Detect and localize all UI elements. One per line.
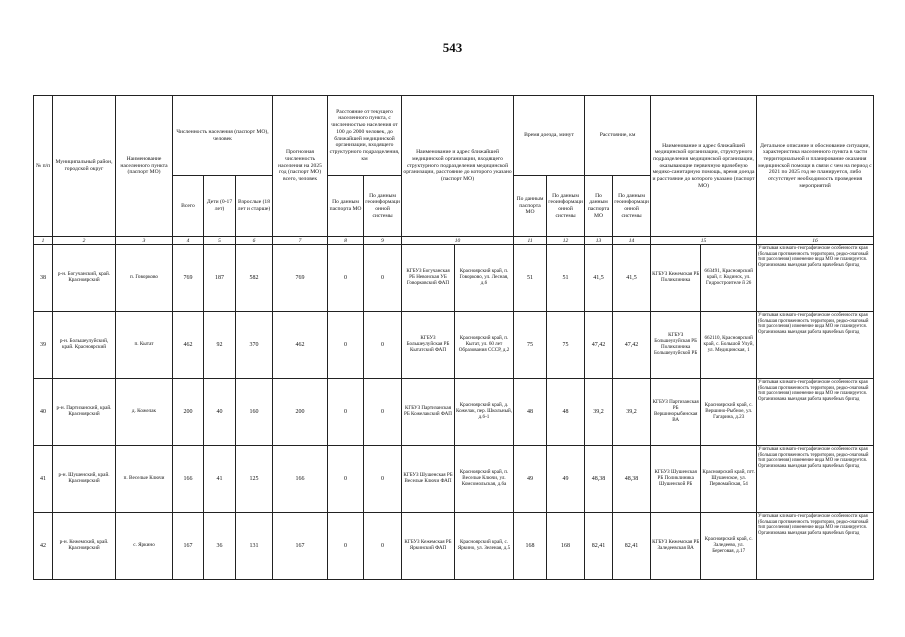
- km-gis: 47,42: [613, 312, 651, 379]
- column-number: 4: [173, 237, 204, 245]
- district: р-н. Партизанский, край. Красноярский: [53, 379, 116, 446]
- header-population-group: Численность населения (паспорт МО), человек: [173, 96, 273, 176]
- nearest-org-address: Красноярский край, п. Кытат, ул. 60 лет Образования СССР, д.2: [458, 335, 510, 353]
- time-gis: 49: [547, 446, 585, 513]
- settlement: с. Яркино: [116, 513, 173, 580]
- header-km-mo: По данным паспорта МО: [585, 176, 613, 237]
- time-gis: 48: [547, 379, 585, 446]
- primary-org: [651, 312, 757, 379]
- page-number: 543: [442, 40, 463, 55]
- header-distance2-group: Расстояние, км: [585, 96, 651, 176]
- distance-mo: 0: [328, 312, 364, 379]
- header-distance-group: Расстояние от текущего населенного пункта, с численностью населения от 100 до 2000 человек, до ближайшей медицинской организации, входящего структурного подразделения, км: [328, 96, 402, 176]
- distance-mo: 0: [328, 446, 364, 513]
- column-number: 2: [53, 237, 116, 245]
- header-children: Дети (0-17 лет): [204, 176, 236, 237]
- distance-mo: 0: [328, 379, 364, 446]
- header-forecast: Прогнозная численность населения на 2025 год (паспорт МО) всего, человек: [273, 96, 328, 237]
- primary-org-name: КГБУЗ Большеулуйская РБ Поликлиника Большеулуйской РБ: [651, 312, 701, 378]
- row-number: 39: [34, 312, 53, 379]
- population-adults: 582: [236, 245, 273, 312]
- primary-org-name: КГБУЗ Партизанская РБ Вершинорыбинская ВА: [651, 379, 701, 445]
- header-km-gis: По данным геоинформационной системы: [613, 176, 651, 237]
- row-number: 42: [34, 513, 53, 580]
- column-number: 9: [364, 237, 402, 245]
- population-children: 41: [204, 446, 236, 513]
- table-row: [34, 245, 874, 312]
- time-mo: 49: [514, 446, 547, 513]
- primary-org-address: Красноярский край, пгт. Шушенское, ул. Первомайская, 54: [702, 469, 755, 487]
- nearest-org-address: Красноярский край, п. Говорково, ул. Лесная, д.6: [459, 268, 509, 286]
- column-number: 12: [547, 237, 585, 245]
- table-row: [34, 312, 874, 379]
- column-number: 3: [116, 237, 173, 245]
- district: р-н. Кежемский, край. Красноярский: [53, 513, 116, 580]
- km-mo: 47,42: [585, 312, 613, 379]
- nearest-org-name: КГБУЗ Шушенская РБ Веселые Ключи ФАП: [402, 446, 454, 512]
- header-adults: Взрослые (18 лет и старше): [236, 176, 273, 237]
- header-time-mo: По данным паспорта МО: [514, 176, 547, 237]
- district: р-н. Большеулуйский, край. Красноярский: [53, 312, 116, 379]
- km-gis: 39,2: [613, 379, 651, 446]
- time-gis: 75: [547, 312, 585, 379]
- primary-org: [651, 446, 757, 513]
- distance-mo: 0: [328, 245, 364, 312]
- population-forecast: 462: [273, 312, 328, 379]
- header-dist-gis: По данным геоинформационной системы: [364, 176, 402, 237]
- nearest-org-address: Красноярский край, д. Кожелак, пер. Школьный, д.6-1: [455, 402, 513, 420]
- header-time-gis: По данным геоинформационной системы: [547, 176, 585, 237]
- primary-org-name: КГБУЗ Кежемская РБ Поликлиника: [651, 245, 701, 311]
- mo-table: [33, 95, 874, 580]
- distance-mo: 0: [328, 513, 364, 580]
- district: р-н. Шушенский, край. Красноярский: [53, 446, 116, 513]
- settlement: п. Веселые Ключи: [116, 446, 173, 513]
- nearest-org: [402, 245, 514, 312]
- column-number: 1: [34, 237, 53, 245]
- column-number: 16: [757, 237, 874, 245]
- nearest-org: [402, 446, 514, 513]
- primary-org-name: КГБУЗ Кежемская РБ Заледеевская ВА: [651, 513, 701, 579]
- description: Учитывая климато-географические особенности края (большая протяженность территории, редко-очаговый тип расселения) изменение вида МО не планируется. Организована выездная работа врачебных бригад: [757, 245, 874, 312]
- header-primary-org: Наименование и адрес ближайшей медицинской организации, структурного подразделения медицинской организации, оказывающие первичную врачебную медико-санитарную помощь, время доезда и расстояние до которого указано (паспорт МО): [651, 96, 757, 237]
- population-adults: 370: [236, 312, 273, 379]
- km-mo: 82,41: [585, 513, 613, 580]
- column-number: 15: [651, 237, 757, 245]
- column-number: 7: [273, 237, 328, 245]
- settlement: п. Говорково: [116, 245, 173, 312]
- time-mo: 51: [514, 245, 547, 312]
- header-description: Детальное описание и обоснование ситуации, характеристика населенного пункта в части территориальной и планирование оказания медицинской помощи в связи с чем на период с 2021 по 2025 год не планируется, либо отсутствует необходимость проведения мероприятий: [757, 96, 874, 237]
- nearest-org-name: КГБУЗ Партизанская РБ Кожелакский ФАП: [402, 379, 454, 445]
- column-number: 8: [328, 237, 364, 245]
- primary-org-address: 663491, Красноярский край, г. Кодинск, ул. Гидростроителе й 26: [704, 268, 753, 286]
- nearest-org-name: КГБУЗ Кежемская РБ Яркинский ФАП: [402, 513, 454, 579]
- column-number: 14: [613, 237, 651, 245]
- nearest-org: [402, 312, 514, 379]
- km-gis: 41,5: [613, 245, 651, 312]
- header-total: Всего: [173, 176, 204, 237]
- nearest-org: [402, 379, 514, 446]
- km-mo: 48,38: [585, 446, 613, 513]
- column-number: 6: [236, 237, 273, 245]
- primary-org-address: Красноярский край, с. Вершино-Рыбное, ул. Гагарина, д.23: [704, 402, 753, 420]
- settlement: п. Кытат: [116, 312, 173, 379]
- distance-gis: 0: [364, 513, 402, 580]
- population-children: 187: [204, 245, 236, 312]
- distance-gis: 0: [364, 312, 402, 379]
- distance-gis: 0: [364, 379, 402, 446]
- population-adults: 160: [236, 379, 273, 446]
- header-time-group: Время доезда, минут: [514, 96, 585, 176]
- population-total: 200: [173, 379, 204, 446]
- description: Учитывая климато-географические особенности края (большая протяженность территории, редко-очаговый тип расселения) изменение вида МО не планируется. Организована выездная работа врачебных бригад: [757, 446, 874, 513]
- time-mo: 75: [514, 312, 547, 379]
- header-district: Муниципальный район, городской округ: [53, 96, 116, 237]
- table-row: [34, 446, 874, 513]
- district: р-н. Богучанский, край. Красноярский: [53, 245, 116, 312]
- header-settlement: Наименование населенного пункта (паспорт МО): [116, 96, 173, 237]
- primary-org-name: КГБУЗ Шушенская РБ Поликлиника Шушенской РБ: [651, 446, 701, 512]
- km-mo: 39,2: [585, 379, 613, 446]
- nearest-org-name: КГБУЗ Богучанская РБ Невонская УБ Говорковский ФАП: [402, 245, 454, 311]
- column-number: 10: [402, 237, 514, 245]
- nearest-org-name: КГБУЗ Большеулуйская РБ Кытатский ФАП: [402, 312, 454, 378]
- column-number-row: [34, 237, 874, 245]
- population-total: 769: [173, 245, 204, 312]
- nearest-org: [402, 513, 514, 580]
- primary-org: [651, 245, 757, 312]
- population-forecast: 167: [273, 513, 328, 580]
- population-children: 40: [204, 379, 236, 446]
- settlement: д. Кожелак: [116, 379, 173, 446]
- population-total: 167: [173, 513, 204, 580]
- row-number: 41: [34, 446, 53, 513]
- time-mo: 48: [514, 379, 547, 446]
- row-number: 38: [34, 245, 53, 312]
- population-adults: 131: [236, 513, 273, 580]
- population-forecast: 166: [273, 446, 328, 513]
- population-total: 166: [173, 446, 204, 513]
- population-forecast: 769: [273, 245, 328, 312]
- population-children: 36: [204, 513, 236, 580]
- time-mo: 168: [514, 513, 547, 580]
- nearest-org-address: Красноярский край, с. Яркино, ул. Зеленая, д.5: [457, 539, 511, 551]
- table-row: [34, 513, 874, 580]
- header-nearest-org: Наименование и адрес ближайшей медицинской организации, входящего структурного подразделения медицинской организации, расстояние до которого указано (паспорт МО): [402, 96, 514, 237]
- population-forecast: 200: [273, 379, 328, 446]
- primary-org-address: 662110, Красноярский край, с. Большой Улуй, ул. Медицинская, 1: [703, 335, 754, 353]
- population-adults: 125: [236, 446, 273, 513]
- nearest-org-address: Красноярский край, п. Веселые Ключи, ул. Комсомольская, д.6а: [459, 469, 509, 487]
- column-number: 11: [514, 237, 547, 245]
- time-gis: 168: [547, 513, 585, 580]
- primary-org-address: Красноярский край, с. Заледеево, ул. Береговая, д.17: [704, 536, 753, 554]
- km-mo: 41,5: [585, 245, 613, 312]
- km-gis: 82,41: [613, 513, 651, 580]
- km-gis: 48,38: [613, 446, 651, 513]
- distance-gis: 0: [364, 446, 402, 513]
- description: Учитывая климато-географические особенности края (большая протяженность территории, редко-очаговый тип расселения) изменение вида МО не планируется. Организована выездная работа врачебных бригад: [757, 379, 874, 446]
- header-number: № п/п: [34, 96, 53, 237]
- table-row: [34, 379, 874, 446]
- time-gis: 51: [547, 245, 585, 312]
- population-total: 462: [173, 312, 204, 379]
- primary-org: [651, 379, 757, 446]
- primary-org: [651, 513, 757, 580]
- description: Учитывая климато-географические особенности края (большая протяженность территории, редко-очаговый тип расселения) изменение вида МО не планируется. Организована выездная работа врачебных бригад: [757, 312, 874, 379]
- row-number: 40: [34, 379, 53, 446]
- header-dist-mo: По данным паспорта МО: [328, 176, 364, 237]
- population-children: 92: [204, 312, 236, 379]
- column-number: 5: [204, 237, 236, 245]
- distance-gis: 0: [364, 245, 402, 312]
- description: Учитывая климато-географические особенности края (большая протяженность территории, редко-очаговый тип расселения) изменение вида МО не планируется. Организована выездная работа врачебных бригад: [757, 513, 874, 580]
- column-number: 13: [585, 237, 613, 245]
